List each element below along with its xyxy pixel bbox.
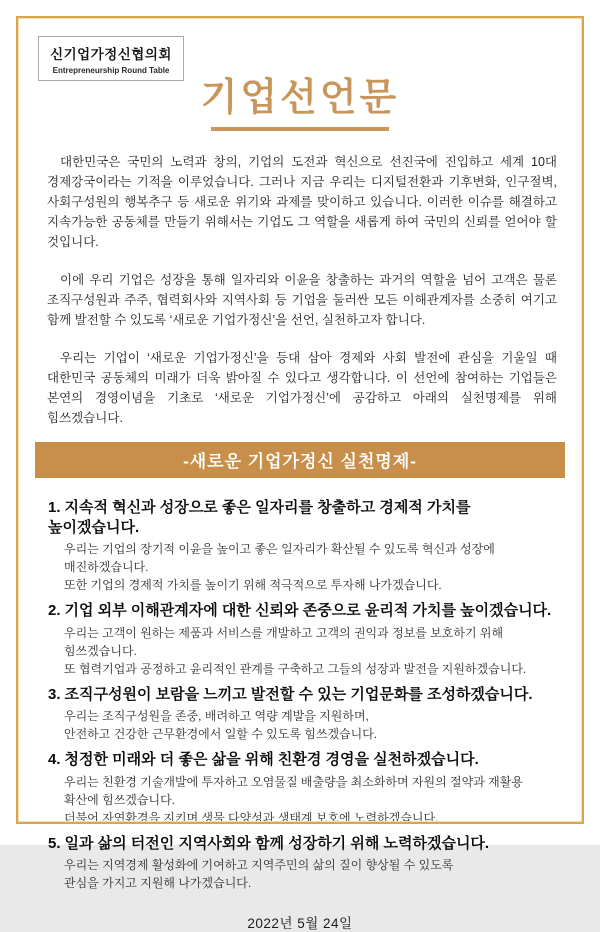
section-banner: -새로운 기업가정신 실천명제-: [35, 442, 565, 478]
item-line: 우리는 지역경제 활성화에 기여하고 지역주민의 삶의 질이 향상될 수 있도록: [64, 858, 454, 873]
item-number: 2.: [48, 602, 61, 620]
practice-item-4: [48, 750, 557, 827]
item-title: 일과 삶의 터전인 지역사회와 함께 성장하기 위해 노력하겠습니다.: [64, 834, 490, 852]
intro-section: [47, 152, 557, 428]
item-number: 5.: [48, 834, 61, 852]
item-title: 청정한 미래와 더 좋은 삶을 위해 친환경 경영을 실천하겠습니다.: [64, 751, 479, 769]
item-heading: [48, 685, 557, 705]
intro-paragraph-1: 대한민국은 국민의 노력과 창의, 기업의 도전과 혁신으로 선진국에 진입하고 세계 10대 경제강국이라는 기적을 이루었습니다. 그러나 지금 우리는 디지털전환과 기후변화, 인구절벽, 사회구성원의 행복추구 등 새로운 위기와 과제를 맞이하고 있습니다. 이러한 이슈를 해결하고 지속가능한 공동체를 만들기 위해서는 기업도 그 역할을 새롭게 하여 국민의 신뢰를 얻어야 할 것입니다.: [47, 155, 557, 250]
practice-item-5: [48, 834, 557, 893]
declaration-date: 2022년 5월 24일: [247, 916, 353, 932]
org-name-korean: 신기업가정신협의회: [50, 47, 172, 62]
org-name-english: Entrepreneurship Round Table: [52, 66, 170, 75]
title-underline: [211, 127, 389, 131]
item-heading: [48, 750, 557, 770]
intro-paragraph-3: 우리는 기업이 ‘새로운 기업가정신’을 등대 삼아 경제와 사회 발전에 관심을 기울일 때 대한민국 공동체의 미래가 더욱 밝아질 수 있다고 생각합니다. 이 선언에 참여하는 기업들은 본연의 경영이념을 기초로 ‘새로운 기업가정신’에 공감하고 아래의 실천명제를 위해 힘쓰겠습니다.: [47, 351, 557, 426]
org-logo-box: [38, 36, 184, 81]
item-title: 지속적 혁신과 성장으로 좋은 일자리를 창출하고 경제적 가치를 높이겠습니다.: [48, 499, 471, 536]
item-line: 또한 기업의 경제적 가치를 높이기 위해 적극적으로 투자해 나가겠습니다.: [64, 578, 442, 593]
practice-item-2: [48, 601, 557, 678]
item-title: 조직구성원이 보람을 느끼고 발전할 수 있는 기업문화를 조성하겠습니다.: [64, 685, 533, 703]
item-line: 우리는 조직구성원을 존중, 배려하고 역량 계발을 지원하며,: [64, 709, 369, 724]
item-heading: [48, 601, 557, 621]
item-line: 또 협력기업과 공정하고 윤리적인 관계를 구축하고 그들의 성장과 발전을 지원하겠습니다.: [64, 661, 527, 676]
intro-paragraph-2: 이에 우리 기업은 성장을 통해 일자리와 이윤을 창출하는 과거의 역할을 넘어 고객은 물론 조직구성원과 주주, 협력회사와 지역사회 등 기업을 둘러싼 모든 이해관계자를 소중히 여기고 함께 발전할 수 있도록 ‘새로운 기업가정신’을 선언, 실천하고자 합니다.: [47, 273, 557, 328]
practice-item-1: [48, 498, 557, 594]
item-heading: [48, 834, 557, 854]
item-line: 관심을 가지고 지원해 나가겠습니다.: [64, 876, 252, 891]
item-heading: [48, 498, 557, 537]
page-title: 기업선언문: [200, 77, 400, 119]
item-line: 우리는 고객이 원하는 제품과 서비스를 개발하고 고객의 권익과 정보를 보호하기 위해 힘쓰겠습니다.: [64, 625, 504, 658]
item-number: 1.: [48, 499, 61, 517]
item-number: 4.: [48, 751, 61, 769]
item-line: 우리는 친환경 기술개발에 투자하고 오염물질 배출량을 최소화하며 자원의 절약과 재활용 확산에 힘쓰겠습니다.: [64, 774, 523, 807]
item-line: 우리는 기업의 장기적 이윤을 높이고 좋은 일자리가 확산될 수 있도록 혁신과 성장에 매진하겠습니다.: [64, 542, 495, 575]
practice-item-3: [48, 685, 557, 744]
item-number: 3.: [48, 685, 61, 703]
item-title: 기업 외부 이해관계자에 대한 신뢰와 존중으로 윤리적 가치를 높이겠습니다.: [64, 602, 552, 620]
practice-items: [48, 498, 557, 892]
item-line: 안전하고 건강한 근무환경에서 일할 수 있도록 힘쓰겠습니다.: [64, 727, 378, 742]
item-line: 더불어 자연환경을 지키며 생물 다양성과 생태계 보호에 노력하겠습니다.: [64, 810, 439, 825]
